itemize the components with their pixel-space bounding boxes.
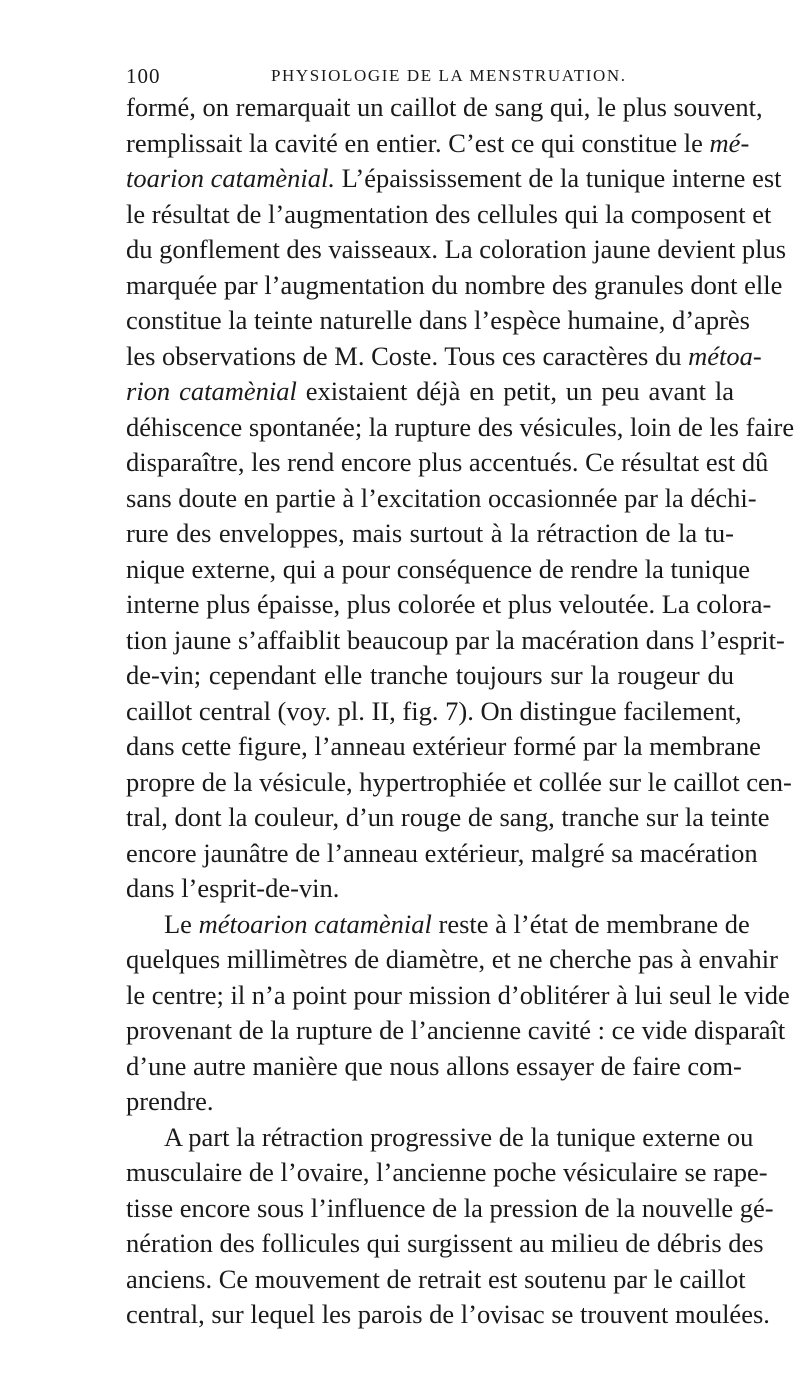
text-segment: tion jaune s’affaiblit beaucoup par la macération dans l’esprit- [126,624,785,655]
italic-term: métoarion catamènial [198,908,432,939]
text-line [126,623,785,659]
text-segment: quelques millimètres de diamètre, et ne cherche pas à envahir [126,944,778,974]
text-line [126,481,757,517]
text-line [126,800,770,836]
text-line [126,445,769,481]
text-segment: rure des enveloppes, mais surtout à la rétraction de la tu- [126,518,734,548]
text-segment: constitue la teinte naturelle dans l’espèce humaine, d’après [126,305,750,335]
text-line [126,729,761,765]
text-segment: caillot central (voy. pl. II, fig. 7). On distingue facilement, [126,695,742,726]
text-segment: anciens. Ce mouvement de retrait est soutenu par le caillot [126,1263,746,1294]
text-segment: central, sur lequel les parois de l’ovisac se trouvent moulées. [126,1299,770,1329]
text-line [126,1120,754,1156]
text-line [126,552,750,588]
text-segment: du gonflement des vaisseaux. La coloration jaune devient plus [126,234,787,264]
text-line [126,161,782,197]
text-segment: encore jaunâtre de l’anneau extérieur, malgré sa macération [126,837,758,868]
text-line [126,1226,764,1262]
text-line [126,907,750,943]
text-segment: interne plus épaisse, plus colorée et plus veloutée. La colora- [126,589,772,619]
text-line [126,90,763,126]
text-segment: reste à l’état de membrane de [431,908,750,939]
text-line [126,587,772,623]
text-line [126,268,783,304]
text-line [126,978,790,1014]
text-line [126,374,734,410]
text-line [126,516,734,552]
text-segment: provenant de la rupture de l’ancienne cavité : ce vide disparaît [126,1015,786,1045]
text-segment: Le [164,908,199,939]
text-line [126,1013,786,1049]
text-line [126,232,787,268]
italic-term: mé- [709,127,750,158]
text-segment: disparaître, les rend encore plus accentués. Ce résultat est dû [126,447,769,477]
text-line [126,1297,770,1333]
text-segment: tral, dont la couleur, d’un rouge de sang, tranche sur la teinte [126,802,770,832]
text-segment: déhiscence spontanée; la rupture des vésicules, loin de les faire [126,411,795,442]
text-line [126,871,734,907]
text-segment: formé, on remarquait un caillot de sang qui, le plus souvent, [126,92,763,122]
text-line [126,1155,768,1191]
text-line [126,1262,746,1298]
text-line [126,303,750,339]
text-line [126,694,742,730]
italic-term: rion catamènial [126,376,297,406]
text-segment: musculaire de l’ovaire, l’ancienne poche vésiculaire se rape- [126,1157,768,1187]
text-line [126,339,762,375]
running-title: PHYSIOLOGIE DE LA MENSTRUATION. [271,66,627,85]
text-segment: prendre. [126,1086,214,1116]
text-segment: existaient déjà en petit, un peu avant la [296,376,734,406]
text-segment: marquée par l’augmentation du nombre des granules dont elle [126,269,783,300]
text-line [126,658,734,694]
text-segment: tisse encore sous l’influence de la pression de la nouvelle gé- [126,1192,774,1223]
text-line [126,1191,774,1227]
text-segment: A part la rétraction progressive de la tunique externe ou [164,1121,754,1152]
text-segment: d’une autre manière que nous allons essayer de faire com- [126,1050,742,1081]
text-line [126,765,792,801]
page-number: 100 [126,64,161,88]
text-segment: sans doute en partie à l’excitation occasionnée par la déchi- [126,482,757,513]
text-line [126,1049,742,1085]
text-line [126,197,772,233]
body-text [126,90,795,1333]
text-segment: propre de la vésicule, hypertrophiée et collée sur le caillot cen- [126,766,792,797]
text-segment: de-vin; cependant elle tranche toujours sur la rougeur du [126,660,734,690]
italic-term: toarion catamènial. [126,163,336,193]
italic-term: métoa- [688,340,762,371]
text-segment: dans cette figure, l’anneau extérieur formé par la membrane [126,731,761,761]
text-segment: nique externe, qui a pour conséquence de rendre la tunique [126,553,750,584]
text-line [126,410,795,446]
text-segment: L’épaississement de la tunique interne est [335,163,782,193]
text-line [126,1084,734,1120]
text-line [126,836,758,872]
text-segment: nération des follicules qui surgissent au milieu de débris des [126,1228,764,1258]
text-segment: remplissait la cavité en entier. C’est ce qui constitue le [126,127,710,158]
text-line [126,126,750,162]
text-segment: le centre; il n’a point pour mission d’oblitérer à lui seul le vide [126,979,790,1010]
text-segment: dans l’esprit-de-vin. [126,873,340,903]
text-segment: le résultat de l’augmentation des cellules qui la composent et [126,198,772,229]
running-head [126,64,730,88]
text-segment: les observations de M. Coste. Tous ces caractères du [126,340,689,371]
text-line [126,942,778,978]
